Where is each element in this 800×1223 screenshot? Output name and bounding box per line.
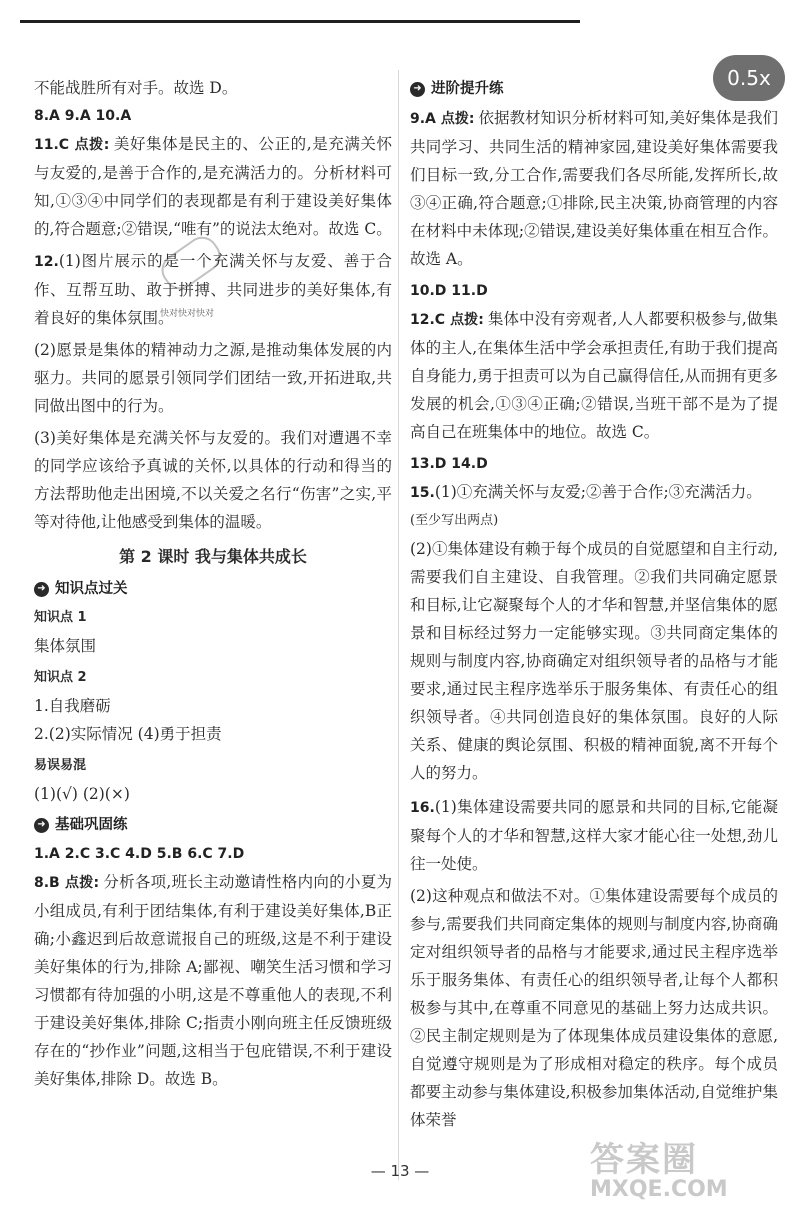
question-12-right	[410, 305, 778, 446]
q9-text: 依据教材知识分析材料可知,美好集体是我们共同学习、共同生活的精神家园,建设美好集体需要我们目标一致,分工合作,需要我们各尽所能,发挥所长,故③④正确,符合题意;①排除,民主决策,协商管理的内容在材料中未体现;②错误,建设美好集体重在相互合作。故选 A。	[410, 109, 778, 268]
top-rule	[20, 20, 580, 23]
kp1-answer: 集体氛围	[34, 637, 97, 655]
section-basic	[34, 810, 392, 840]
section-knowledge	[34, 574, 392, 604]
kp2-answer-1: 1.自我磨砺	[34, 697, 111, 715]
q16-part2: (2)这种观点和做法不对。①集体建设需要每个成员的参与,需要我们共同商定集体的规则与制度内容,协商确定对组织领导者的品格与才能要求,通过民主程序选举乐于服务集体、有责任心的组织领导者,让每个人都积极参与其中,在尊重不同意见的基础上努力达成共识。②民主制定规则是为了体现集体成员建设集体的意愿,自觉遵守规则是为了形成相对稳定的秩序。每个成员都要主动参与集体建设,积极参加集体活动,自觉维护集体荣誉	[410, 887, 778, 1129]
section-bullet-icon: ➜	[410, 82, 425, 97]
question-16	[410, 793, 778, 1134]
right-column	[410, 74, 778, 1134]
left-column	[34, 74, 392, 1093]
question-11	[34, 130, 392, 243]
playback-speed-badge[interactable]: 0.5x	[713, 55, 785, 101]
q15-number: 15.	[410, 485, 435, 501]
q8-hint-label: 点拨:	[64, 875, 100, 891]
lesson-title: 第 2 课时 我与集体共成长	[119, 547, 307, 566]
stamp-caption: 快对快对快对	[160, 309, 215, 319]
confuse-answer: (1)(√) (2)(×)	[34, 785, 130, 803]
page-number: — 13 —	[370, 1162, 430, 1180]
q12-part3: (3)美好集体是充满关怀与友爱的。我们对遭遇不幸的同学应该给予真诚的关怀,以具体的行动和得当的方法帮助他走出困境,不以关爱之名行“伤害”之实,平等对待他,让他感受到集体的温暖。	[34, 429, 392, 531]
section-advance-label: 进阶提升练	[431, 81, 504, 97]
question-8	[34, 868, 392, 1093]
kp2-label: 知识点 2	[34, 670, 87, 685]
q11-text: 美好集体是民主的、公正的,是充满关怀与友爱的,是善于合作的,是充满活力的。分析材料可知,①③④中同学们的表现都是有利于建设美好集体的,符合题意;②错误,“唯有”的说法太绝对。故选 C。	[34, 135, 392, 238]
q15-part1: (1)①充满关怀与友爱;②善于合作;③充满活力。	[434, 483, 762, 501]
question-12	[34, 247, 392, 536]
continued-answer: 不能战胜所有对手。故选 D。	[34, 79, 238, 97]
question-9	[410, 104, 778, 273]
section-bullet-icon: ➜	[34, 818, 49, 833]
q16-number: 16.	[410, 800, 435, 816]
q16-part1: (1)集体建设需要共同的愿景和共同的目标,它能凝聚每个人的才华和智慧,这样大家才能心往一处想,劲儿往一处使。	[410, 798, 778, 873]
watermark-line1: 答案圈	[590, 1140, 698, 1180]
answers-8-10: 8.A 9.A 10.A	[34, 108, 132, 124]
section-advance	[410, 74, 778, 104]
section-basic-label: 基础巩固练	[55, 817, 128, 833]
q8-text: 分析各项,班长主动邀请性格内向的小夏为小组成员,有利于团结集体,有利于建设美好集体,B正确;小鑫迟到后故意谎报自己的班级,这是不利于建设美好集体的行为,排除 A;鄙视、嘲笑生活习惯和学习习惯都有待加强的小明,这是不尊重他人的表现,不利于建设美好集体,排除 C;指责小刚向班主任反馈班级存在的“抄作业”问题,这相当于包庇错误,不利于建设美好集体,排除 D。故选 B。	[34, 873, 392, 1088]
column-divider	[398, 70, 399, 1180]
q9-hint-label: 点拨:	[440, 111, 475, 127]
kp2-answer-2: 2.(2)实际情况 (4)勇于担责	[34, 725, 222, 743]
q12r-number: 12.C	[410, 312, 446, 328]
section-bullet-icon: ➜	[34, 582, 49, 597]
question-15	[410, 478, 778, 787]
q12r-text: 集体中没有旁观者,人人都要积极参与,做集体的主人,在集体生活中学会承担责任,有助于我们提高自身能力,勇于担责可以为自己赢得信任,从而拥有更多发展的机会,①③④正确;②错误,当班干部不是为了提高自己在班集体中的地位。故选 C。	[410, 310, 778, 441]
answers-10-11: 10.D 11.D	[410, 283, 488, 299]
q11-hint-label: 点拨:	[74, 137, 110, 153]
q12r-hint-label: 点拨:	[450, 312, 484, 328]
q9-number: 9.A	[410, 111, 436, 127]
q15-part2: (2)①集体建设有赖于每个成员的自觉愿望和自主行动,需要我们自主建设、自我管理。②我们共同确定愿景和目标,让它凝聚每个人的才华和智慧,并坚信集体的愿景和目标经过努力一定能够实现。③共同商定集体的规则与制度内容,协商确定对组织领导者的品格与才能要求,通过民主程序选举乐于服务集体、有责任心的组织领导者。④共同创造良好的集体氛围。良好的人际关系、健康的舆论氛围、积极的精神面貌,离不开每个人的努力。	[410, 540, 778, 782]
answers-13-14: 13.D 14.D	[410, 456, 488, 472]
watermark-line2: MXQE.COM	[590, 1177, 728, 1202]
site-watermark	[590, 1132, 780, 1202]
section-knowledge-label: 知识点过关	[55, 581, 128, 597]
q12-number: 12.	[34, 254, 59, 270]
kp1-label: 知识点 1	[34, 610, 87, 625]
q15-part1-note: (至少写出两点)	[410, 513, 499, 528]
q12-part1: (1)图片展示的是一个充满关怀与友爱、善于合作、互帮互助、敢于拼搏、共同进步的美好集体,有着良好的集体氛围。	[34, 252, 392, 327]
answers-1-7: 1.A 2.C 3.C 4.D 5.B 6.C 7.D	[34, 846, 245, 862]
confuse-label: 易误易混	[34, 758, 87, 773]
q8-number: 8.B	[34, 875, 60, 891]
q12-part2: (2)愿景是集体的精神动力之源,是推动集体发展的内驱力。共同的愿景引领同学们团结一致,开拓进取,共同做出图中的行为。	[34, 341, 392, 415]
q11-number: 11.C	[34, 137, 70, 153]
